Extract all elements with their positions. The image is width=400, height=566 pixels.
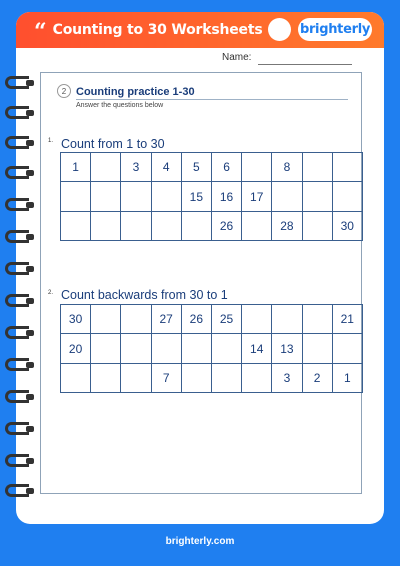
section-title: Counting practice 1-30 <box>76 86 195 98</box>
grid-row <box>61 363 363 392</box>
question-prompt: Count backwards from 30 to 1 <box>61 288 228 302</box>
grid-cell-blank[interactable] <box>242 211 272 240</box>
grid-cell-blank[interactable] <box>91 182 121 211</box>
spiral-ring-icon <box>5 358 29 371</box>
header-title-group <box>34 19 263 45</box>
page-title: Counting to 30 Worksheets <box>52 22 263 38</box>
grid-row <box>61 182 363 211</box>
grid-cell-blank[interactable] <box>272 182 302 211</box>
grid-cell-blank[interactable] <box>302 305 332 334</box>
grid-cell-blank[interactable] <box>211 363 241 392</box>
grid-cell: 3 <box>121 153 151 182</box>
grid-cell: 4 <box>151 153 181 182</box>
grid-cell-blank[interactable] <box>121 334 151 363</box>
grid-cell-blank[interactable] <box>181 363 211 392</box>
grid-cell: 30 <box>61 305 91 334</box>
grid-row <box>61 211 363 240</box>
number-grid <box>60 304 363 393</box>
grid-cell-blank[interactable] <box>211 334 241 363</box>
grid-cell: 21 <box>332 305 362 334</box>
spiral-ring-icon <box>5 136 29 149</box>
grid-cell: 1 <box>332 363 362 392</box>
grid-cell: 26 <box>181 305 211 334</box>
question-number: 1. <box>48 138 54 144</box>
name-field[interactable] <box>258 64 352 65</box>
grid-cell: 20 <box>61 334 91 363</box>
grid-cell-blank[interactable] <box>332 334 362 363</box>
spiral-ring-icon <box>5 230 29 243</box>
section-subtitle: Answer the questions below <box>76 102 164 109</box>
grid-cell-blank[interactable] <box>302 211 332 240</box>
grid-row <box>61 334 363 363</box>
grid-cell: 7 <box>151 363 181 392</box>
grid-cell-blank[interactable] <box>151 182 181 211</box>
circle-button[interactable] <box>268 18 291 41</box>
question-number: 2. <box>48 290 54 296</box>
grid-cell: 6 <box>211 153 241 182</box>
grid-cell-blank[interactable] <box>61 211 91 240</box>
spiral-ring-icon <box>5 422 29 435</box>
grid-cell-blank[interactable] <box>151 334 181 363</box>
grid-cell-blank[interactable] <box>302 182 332 211</box>
grid-cell-blank[interactable] <box>332 182 362 211</box>
grid-cell-blank[interactable] <box>242 153 272 182</box>
spiral-ring-icon <box>5 484 29 497</box>
grid-cell: 3 <box>272 363 302 392</box>
grid-cell-blank[interactable] <box>181 211 211 240</box>
grid-cell: 17 <box>242 182 272 211</box>
grid-cell-blank[interactable] <box>121 211 151 240</box>
grid-cell-blank[interactable] <box>91 363 121 392</box>
section-number: 2 <box>57 84 71 98</box>
grid-cell: 5 <box>181 153 211 182</box>
grid-cell: 28 <box>272 211 302 240</box>
spiral-ring-icon <box>5 198 29 211</box>
spiral-ring-icon <box>5 76 29 89</box>
grid-cell-blank[interactable] <box>242 305 272 334</box>
grid-cell: 26 <box>211 211 241 240</box>
grid-cell-blank[interactable] <box>332 153 362 182</box>
grid-cell-blank[interactable] <box>61 363 91 392</box>
grid-cell: 25 <box>211 305 241 334</box>
grid-cell-blank[interactable] <box>121 182 151 211</box>
grid-cell: 8 <box>272 153 302 182</box>
grid-cell-blank[interactable] <box>181 334 211 363</box>
brand-logo[interactable] <box>298 18 372 41</box>
quote-icon: “ <box>34 19 47 45</box>
question-prompt: Count from 1 to 30 <box>61 137 165 151</box>
spiral-ring-icon <box>5 294 29 307</box>
grid-cell-blank[interactable] <box>272 305 302 334</box>
spiral-ring-icon <box>5 390 29 403</box>
name-label: Name: <box>222 52 252 63</box>
section-divider <box>76 99 348 100</box>
header-bar <box>16 12 384 48</box>
grid-cell-blank[interactable] <box>91 305 121 334</box>
grid-cell: 30 <box>332 211 362 240</box>
grid-cell-blank[interactable] <box>91 334 121 363</box>
grid-cell-blank[interactable] <box>121 363 151 392</box>
spiral-ring-icon <box>5 454 29 467</box>
grid-row <box>61 153 363 182</box>
grid-cell-blank[interactable] <box>151 211 181 240</box>
grid-cell-blank[interactable] <box>302 334 332 363</box>
grid-cell-blank[interactable] <box>61 182 91 211</box>
grid-cell: 1 <box>61 153 91 182</box>
grid-cell: 15 <box>181 182 211 211</box>
grid-cell: 2 <box>302 363 332 392</box>
worksheet-frame <box>40 72 362 494</box>
grid-cell: 27 <box>151 305 181 334</box>
spiral-ring-icon <box>5 326 29 339</box>
logo-text: brighterly <box>299 22 371 37</box>
spiral-ring-icon <box>5 166 29 179</box>
grid-cell: 16 <box>211 182 241 211</box>
grid-cell-blank[interactable] <box>91 153 121 182</box>
grid-cell-blank[interactable] <box>91 211 121 240</box>
grid-cell: 13 <box>272 334 302 363</box>
spiral-ring-icon <box>5 262 29 275</box>
footer-site[interactable]: brighterly.com <box>165 536 235 547</box>
grid-cell: 14 <box>242 334 272 363</box>
grid-row <box>61 305 363 334</box>
grid-cell-blank[interactable] <box>242 363 272 392</box>
spiral-ring-icon <box>5 106 29 119</box>
grid-cell-blank[interactable] <box>121 305 151 334</box>
number-grid <box>60 152 363 241</box>
grid-cell-blank[interactable] <box>302 153 332 182</box>
